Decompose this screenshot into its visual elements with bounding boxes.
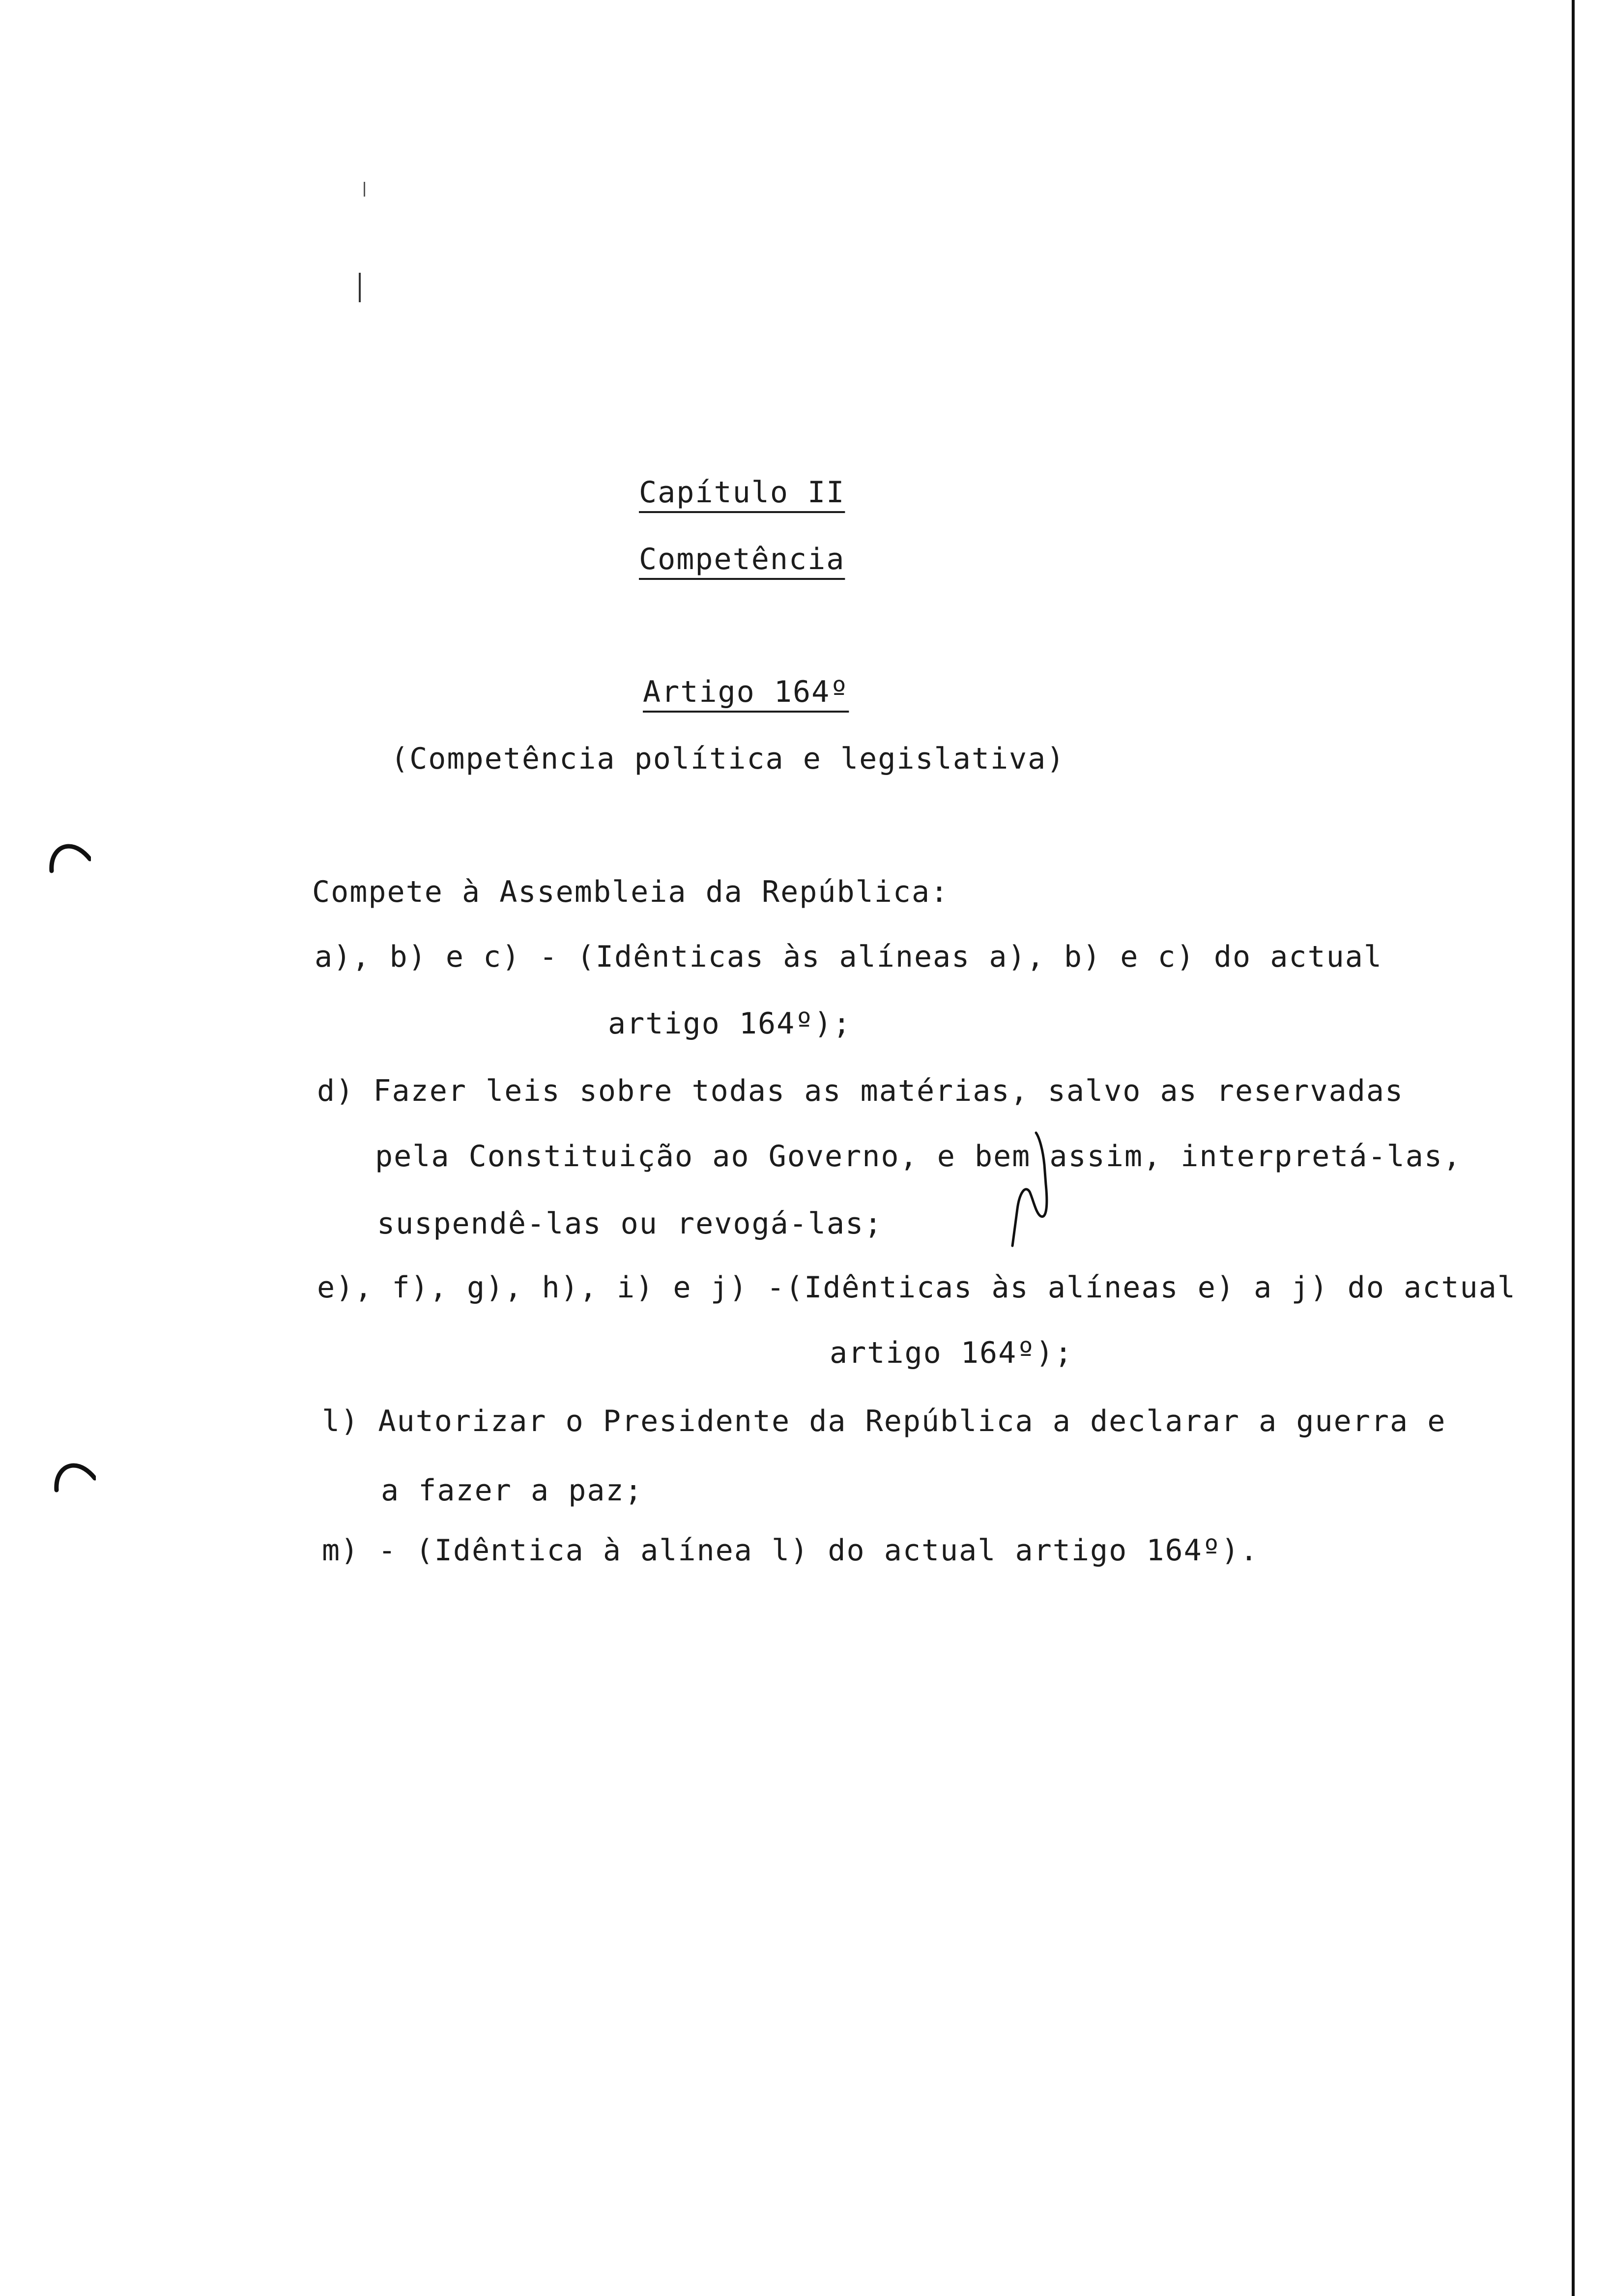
item-m-line1: m) - (Idêntica à alínea l) do actual artigo 164º). bbox=[322, 1533, 1259, 1568]
stray-mark bbox=[359, 273, 361, 302]
item-efghij-line2: artigo 164º); bbox=[830, 1336, 1073, 1370]
item-l-line1: l) Autorizar o Presidente da República a declarar a guerra e bbox=[322, 1404, 1446, 1438]
article-title: Artigo 164º bbox=[643, 675, 849, 709]
hole-punch-mark bbox=[47, 840, 91, 875]
chapter-title: Capítulo II bbox=[639, 475, 845, 510]
hole-punch-mark bbox=[52, 1460, 96, 1494]
item-efghij-line1: e), f), g), h), i) e j) -(Idênticas às alíneas e) a j) do actual bbox=[317, 1270, 1516, 1305]
item-d-line3: suspendê-las ou revogá-las; bbox=[377, 1206, 883, 1241]
article-subtitle: (Competência política e legislativa) bbox=[391, 742, 1065, 776]
item-abc-line1: a), b) e c) - (Idênticas às alíneas a), b) e c) do actual bbox=[315, 940, 1383, 974]
page-edge-line bbox=[1572, 0, 1575, 2296]
stray-mark bbox=[364, 182, 365, 197]
handwritten-mark bbox=[1003, 1130, 1057, 1248]
item-abc-line2: artigo 164º); bbox=[608, 1006, 852, 1041]
chapter-subtitle: Competência bbox=[639, 542, 845, 576]
item-d-line2: pela Constituição ao Governo, e bem assim, interpretá-las, bbox=[375, 1139, 1462, 1174]
item-l-line2: a fazer a paz; bbox=[381, 1473, 643, 1508]
intro-text: Compete à Assembleia da República: bbox=[312, 875, 950, 909]
item-d-line1: d) Fazer leis sobre todas as matérias, salvo as reservadas bbox=[317, 1074, 1404, 1108]
